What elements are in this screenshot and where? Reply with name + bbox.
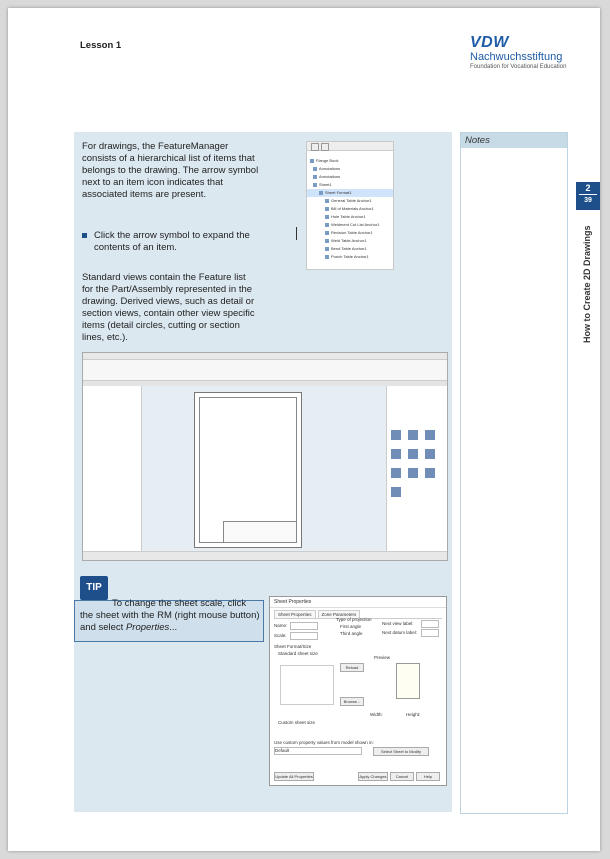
document-page (8, 8, 600, 851)
default-select: Default (274, 747, 362, 755)
select-sheet-button: Select Sheet to Modify (373, 747, 429, 756)
format-label: Sheet Format/Size (274, 644, 312, 649)
intro-paragraph: For drawings, the FeatureManager consists of a hierarchical list of items that belongs to the drawing. The arrow symbol next to an item icon indicates that associated items are present. (82, 141, 259, 200)
view-thumbnail-icon (391, 449, 401, 459)
tree-row: General Table Anchor1 (307, 197, 393, 205)
screenshot-featuremanager (83, 386, 142, 552)
screenshot-statusbar (83, 551, 447, 560)
tree-row: Weld Table Anchor1 (307, 237, 393, 245)
title-block (223, 521, 297, 543)
sheet-preview (396, 663, 420, 699)
content-panel (74, 132, 452, 812)
screenshot-titlebar (83, 353, 447, 360)
logo-vdw: VDW (470, 34, 509, 51)
screenshot-view-palette (386, 386, 447, 552)
projection-label: Type of projection (336, 617, 372, 622)
next-datum-label: Next datum label: (382, 630, 418, 635)
chapter-tab (576, 182, 600, 210)
view-thumbnail-icon (391, 487, 401, 497)
lesson-label: Lesson 1 (80, 40, 122, 51)
drawing-sheet (194, 392, 302, 548)
tree-row: Punch Table Anchor1 (307, 253, 393, 261)
tree-row-selected: Sheet Format1 (307, 189, 393, 197)
tree-row: Revision Table Anchor1 (307, 229, 393, 237)
use-props-label: Use custom property values from model shown in: (274, 740, 374, 745)
height-label: Height: (406, 712, 421, 717)
tree-row: Bend Table Anchor1 (307, 245, 393, 253)
apply-button: Apply Changes (359, 774, 387, 779)
scale-label: Scale: (274, 633, 287, 638)
tip-text: To change the sheet scale, click the sheet with the RM (right mouse button) and select Properties... (80, 598, 260, 633)
tab-zone-parameters: Zone Parameters (318, 610, 361, 618)
custom-size-option: Custom sheet size (278, 720, 316, 725)
screenshot-ribbon (83, 360, 447, 381)
view-thumbnail-icon (425, 430, 435, 440)
property-tab-icon (321, 143, 329, 151)
name-label: Name: (274, 623, 288, 628)
view-thumbnail-icon (425, 449, 435, 459)
update-all-button: Update All Properties (275, 774, 313, 779)
view-thumbnail-icon (391, 430, 401, 440)
tree-row: Flange Book (307, 157, 393, 165)
tree-row: Bill of Materials Anchor1 (307, 205, 393, 213)
tree-row: Sheet1 (307, 181, 393, 189)
tree-row: Annotations (307, 173, 393, 181)
reload-button: Reload (340, 663, 364, 672)
width-label: Width: (370, 712, 383, 717)
tree-toolbar (307, 142, 393, 151)
screenshot-canvas (142, 386, 386, 552)
logo-nachwuchsstiftung: Nachwuchsstiftung (470, 51, 563, 63)
logo-foundation: Foundation for Vocational Education (470, 64, 567, 70)
tree-row: Annotations (307, 165, 393, 173)
sheet-size-list (280, 665, 334, 705)
vdw-logo (470, 35, 580, 71)
tree-row: Hole Table Anchor1 (307, 213, 393, 221)
cancel-button: Cancel (390, 772, 414, 781)
text-cursor-icon (296, 227, 303, 240)
standard-size-option: Standard sheet size (278, 651, 318, 656)
feature-tab-icon (311, 143, 319, 151)
tree-row: Weldment Cut List Anchor1 (307, 221, 393, 229)
page-number: 39 (579, 194, 597, 207)
views-paragraph: Standard views contain the Feature list for the Part/Assembly represented in the drawing. Derived views, such as detail or section views, contain other view specific items (detail circles, cutting or section lines, etc.). (82, 272, 255, 343)
tip-icon: TIP (80, 576, 108, 600)
bullet-item (82, 230, 264, 254)
bullet-text: Click the arrow symbol to expand the contents of an item. (94, 230, 250, 253)
name-field (290, 622, 318, 630)
notes-panel (460, 132, 568, 814)
solidworks-drawing-screenshot (82, 352, 448, 561)
tab-sheet-properties: Sheet Properties (274, 610, 316, 618)
view-thumbnail-icon (391, 468, 401, 478)
view-thumbnail-icon (425, 468, 435, 478)
next-view-label: Next view label: (382, 621, 414, 626)
sheet-properties-dialog (269, 596, 447, 786)
notes-header: Notes (461, 133, 567, 148)
featuremanager-tree-screenshot (306, 141, 394, 270)
first-angle-option: First angle (340, 624, 362, 629)
scale-field (290, 632, 318, 640)
third-angle-option: Third angle (340, 631, 363, 636)
view-thumbnail-icon (408, 468, 418, 478)
view-thumbnail-icon (408, 449, 418, 459)
next-view-field (421, 620, 439, 628)
bullet-square-icon (82, 233, 87, 238)
chapter-title: How to Create 2D Drawings (582, 225, 592, 343)
view-thumbnail-icon (408, 430, 418, 440)
browse-button: Browse... (340, 697, 364, 706)
dialog-title: Sheet Properties (270, 597, 446, 608)
next-datum-field (421, 629, 439, 637)
preview-label: Preview (374, 655, 391, 660)
chapter-number: 2 (585, 183, 591, 193)
help-button: Help (416, 772, 440, 781)
